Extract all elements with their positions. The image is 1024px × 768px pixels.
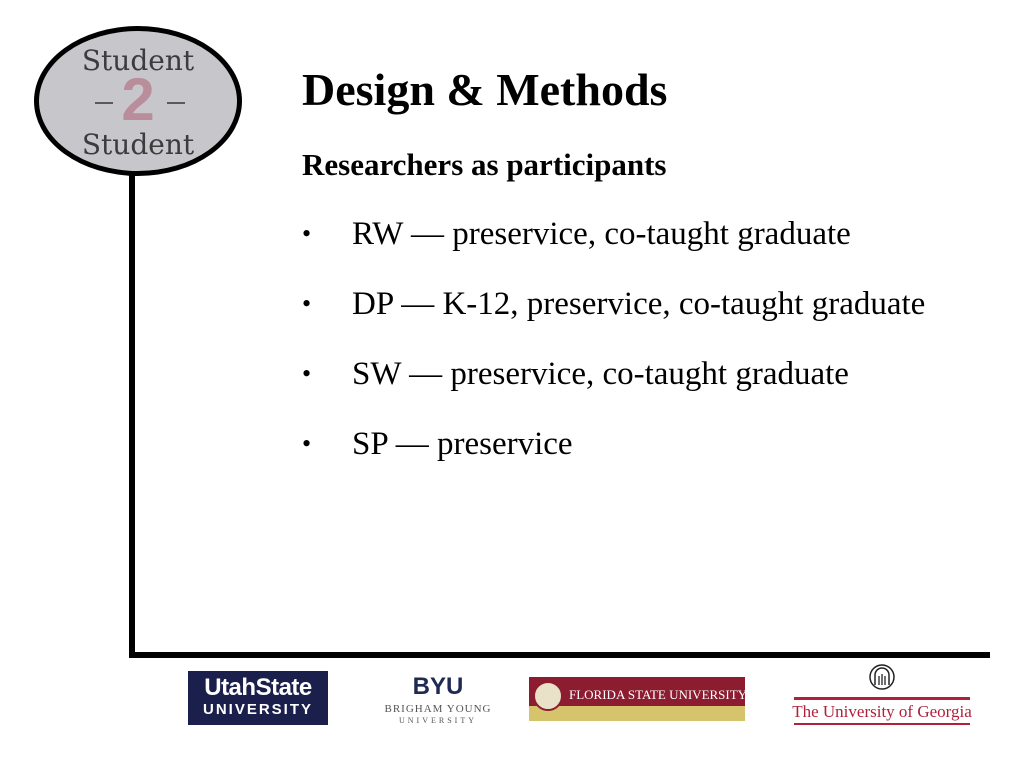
student-2-student-logo [34,26,242,176]
uga-top-rule [794,697,970,700]
usu-logo-line2: UNIVERSITY [202,701,313,718]
utah-state-university-logo [188,671,328,725]
byu-logo-line3: UNIVERSITY [399,716,477,725]
bullet-icon: • [302,289,312,318]
uga-arch-icon [869,664,895,690]
logo-number: 2 [121,66,155,133]
byu-logo-line2: BRIGHAM YOUNG [384,703,492,715]
byu-logo [382,674,494,730]
bullet-item [300,214,980,254]
bullet-text: SP — preservice [352,426,573,462]
bullet-item [300,424,980,464]
frame-vertical-line [129,172,135,658]
bullet-text: SW — preservice, co-taught graduate [352,356,849,392]
logo-top-word: Student [81,44,195,77]
uga-logo-text: The University of Georgia [792,702,972,721]
bullet-text: DP — K-12, preservice, co-taught graduate [352,286,926,322]
bullet-item [300,284,980,324]
bullet-icon: • [302,219,312,248]
slide-title: Design & Methods [302,64,668,115]
bullet-icon: • [302,359,312,388]
logo-bottom-word: Student [81,128,195,161]
florida-state-university-logo [529,677,748,721]
bullet-list [300,214,980,494]
uga-bottom-rule [794,723,970,725]
bullet-item [300,354,980,394]
university-of-georgia-logo [790,664,974,726]
usu-logo-line1: UtahState [204,674,312,701]
fsu-seal-icon [533,681,563,711]
frame-horizontal-line [129,652,990,658]
byu-logo-line1: BYU [412,673,464,700]
logo-right-dash [167,102,185,104]
slide-subtitle: Researchers as participants [302,147,667,182]
bullet-text: RW — preservice, co-taught graduate [352,216,851,252]
bullet-icon: • [302,429,312,458]
fsu-logo-text: FLORIDA STATE UNIVERSITY [569,687,748,702]
